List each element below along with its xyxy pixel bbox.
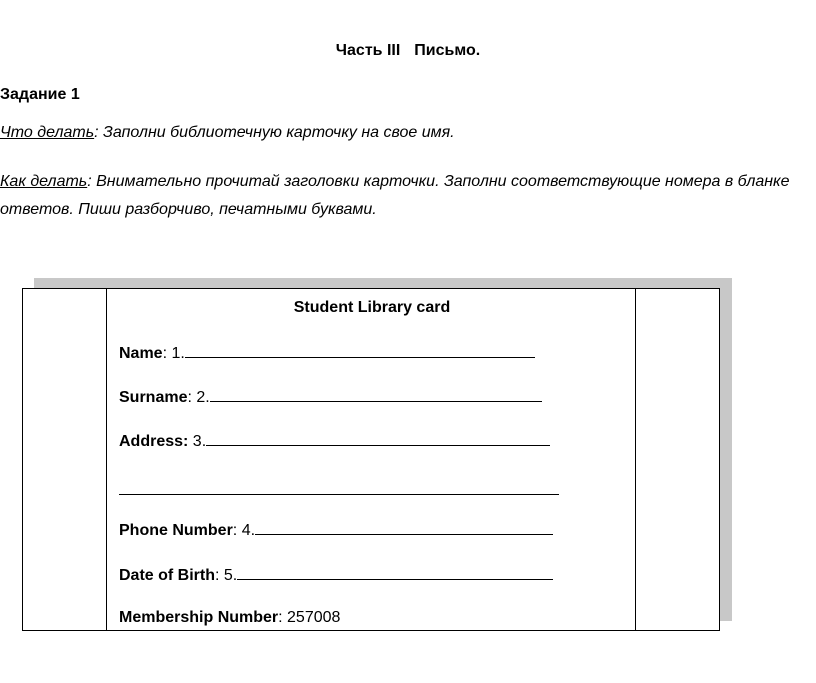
address-field[interactable] xyxy=(119,431,550,451)
task-heading: Задание 1 xyxy=(0,86,80,103)
address-number: 3. xyxy=(188,433,207,450)
phone-blank[interactable] xyxy=(255,520,553,535)
what-text: : Заполни библиотечную карточку на свое имя. xyxy=(94,124,455,141)
surname-blank[interactable] xyxy=(210,387,542,402)
phone-number: : 4. xyxy=(232,522,256,539)
part-label: Часть III xyxy=(335,42,401,59)
what-label: Что делать xyxy=(0,124,95,141)
library-card xyxy=(22,288,720,631)
card-left-column xyxy=(23,289,107,630)
membership-value: : 257008 xyxy=(278,609,341,626)
surname-field[interactable] xyxy=(119,387,542,407)
phone-label: Phone Number xyxy=(119,522,233,539)
membership-field xyxy=(119,609,340,627)
name-blank[interactable] xyxy=(185,343,535,358)
name-number: : 1. xyxy=(162,345,185,362)
part-title: Письмо. xyxy=(414,42,481,59)
card-right-column xyxy=(635,289,719,630)
part-heading xyxy=(0,42,816,60)
address-blank[interactable] xyxy=(206,431,550,446)
address-second-line[interactable] xyxy=(119,494,559,495)
name-label: Name xyxy=(119,345,163,362)
surname-number: : 2. xyxy=(187,389,210,406)
surname-label: Surname xyxy=(119,389,188,406)
membership-label: Membership Number xyxy=(119,609,279,626)
birth-blank[interactable] xyxy=(237,565,553,580)
how-label: Как делать xyxy=(0,173,88,190)
address-label: Address: xyxy=(119,433,189,450)
card-title: Student Library card xyxy=(293,299,451,316)
how-text: : Внимательно прочитай заголовки карточки. Заполни соответствующие номера в бланке ответов. Пиши разборчиво, печатными буквами. xyxy=(0,173,790,218)
birth-label: Date of Birth xyxy=(119,567,215,584)
phone-field[interactable] xyxy=(119,520,553,540)
birth-number: : 5. xyxy=(215,567,238,584)
birth-field[interactable] xyxy=(119,565,553,585)
how-to-do xyxy=(0,168,816,224)
what-to-do xyxy=(0,124,455,142)
name-field[interactable] xyxy=(119,343,535,363)
